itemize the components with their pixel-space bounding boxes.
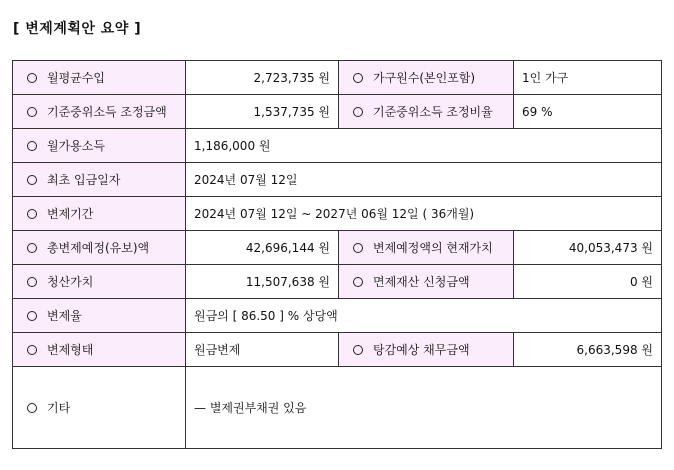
table-row	[13, 333, 662, 367]
circle-bullet-icon	[27, 243, 37, 253]
label-cell: 월가용소득	[13, 129, 186, 163]
label-cell: 변제형태	[13, 333, 186, 367]
value-cell: 원금변제	[186, 333, 339, 367]
value-cell: 6,663,598 원	[514, 333, 662, 367]
table-row	[13, 265, 662, 299]
label-cell: 변제기간	[13, 197, 186, 231]
label-cell: 가구원수(본인포함)	[339, 61, 514, 95]
circle-bullet-icon	[353, 73, 363, 83]
label-cell: 탕감예상 채무금액	[339, 333, 514, 367]
label-cell: 면제재산 신청금액	[339, 265, 514, 299]
circle-bullet-icon	[27, 403, 37, 413]
circle-bullet-icon	[27, 73, 37, 83]
value-cell: 40,053,473 원	[514, 231, 662, 265]
label-cell: 기준중위소득 조정금액	[13, 95, 186, 129]
value-cell: 0 원	[514, 265, 662, 299]
circle-bullet-icon	[353, 107, 363, 117]
table-row	[13, 129, 662, 163]
value-cell: 11,507,638 원	[186, 265, 339, 299]
label-cell: 총변제예정(유보)액	[13, 231, 186, 265]
circle-bullet-icon	[27, 277, 37, 287]
label-cell: 변제율	[13, 299, 186, 333]
circle-bullet-icon	[353, 277, 363, 287]
section-title: [ 변제계획안 요약 ]	[13, 21, 142, 37]
table-row	[13, 163, 662, 197]
circle-bullet-icon	[27, 209, 37, 219]
circle-bullet-icon	[353, 345, 363, 355]
label-cell: 청산가치	[13, 265, 186, 299]
circle-bullet-icon	[27, 175, 37, 185]
circle-bullet-icon	[27, 141, 37, 151]
value-cell: 2024년 07월 12일 ~ 2027년 06월 12일 ( 36개월)	[186, 197, 662, 231]
table-row	[13, 197, 662, 231]
label-cell: 최초 입금일자	[13, 163, 186, 197]
value-cell: 원금의 [ 86.50 ] % 상당액	[186, 299, 662, 333]
value-cell: 42,696,144 원	[186, 231, 339, 265]
circle-bullet-icon	[27, 311, 37, 321]
repayment-plan-summary-table	[12, 60, 662, 449]
label-cell: 기타	[13, 367, 186, 449]
table-row	[13, 299, 662, 333]
value-cell: — 별제권부채권 있음	[186, 367, 662, 449]
table-row	[13, 61, 662, 95]
value-cell: 2,723,735 원	[186, 61, 339, 95]
table-row	[13, 231, 662, 265]
value-cell: 1인 가구	[514, 61, 662, 95]
table-row	[13, 367, 662, 449]
circle-bullet-icon	[353, 243, 363, 253]
value-cell: 1,186,000 원	[186, 129, 662, 163]
value-cell: 69 %	[514, 95, 662, 129]
label-cell: 월평균수입	[13, 61, 186, 95]
label-cell: 변제예정액의 현재가치	[339, 231, 514, 265]
value-cell: 1,537,735 원	[186, 95, 339, 129]
value-cell: 2024년 07월 12일	[186, 163, 662, 197]
label-cell: 기준중위소득 조정비율	[339, 95, 514, 129]
circle-bullet-icon	[27, 345, 37, 355]
table-row	[13, 95, 662, 129]
circle-bullet-icon	[27, 107, 37, 117]
